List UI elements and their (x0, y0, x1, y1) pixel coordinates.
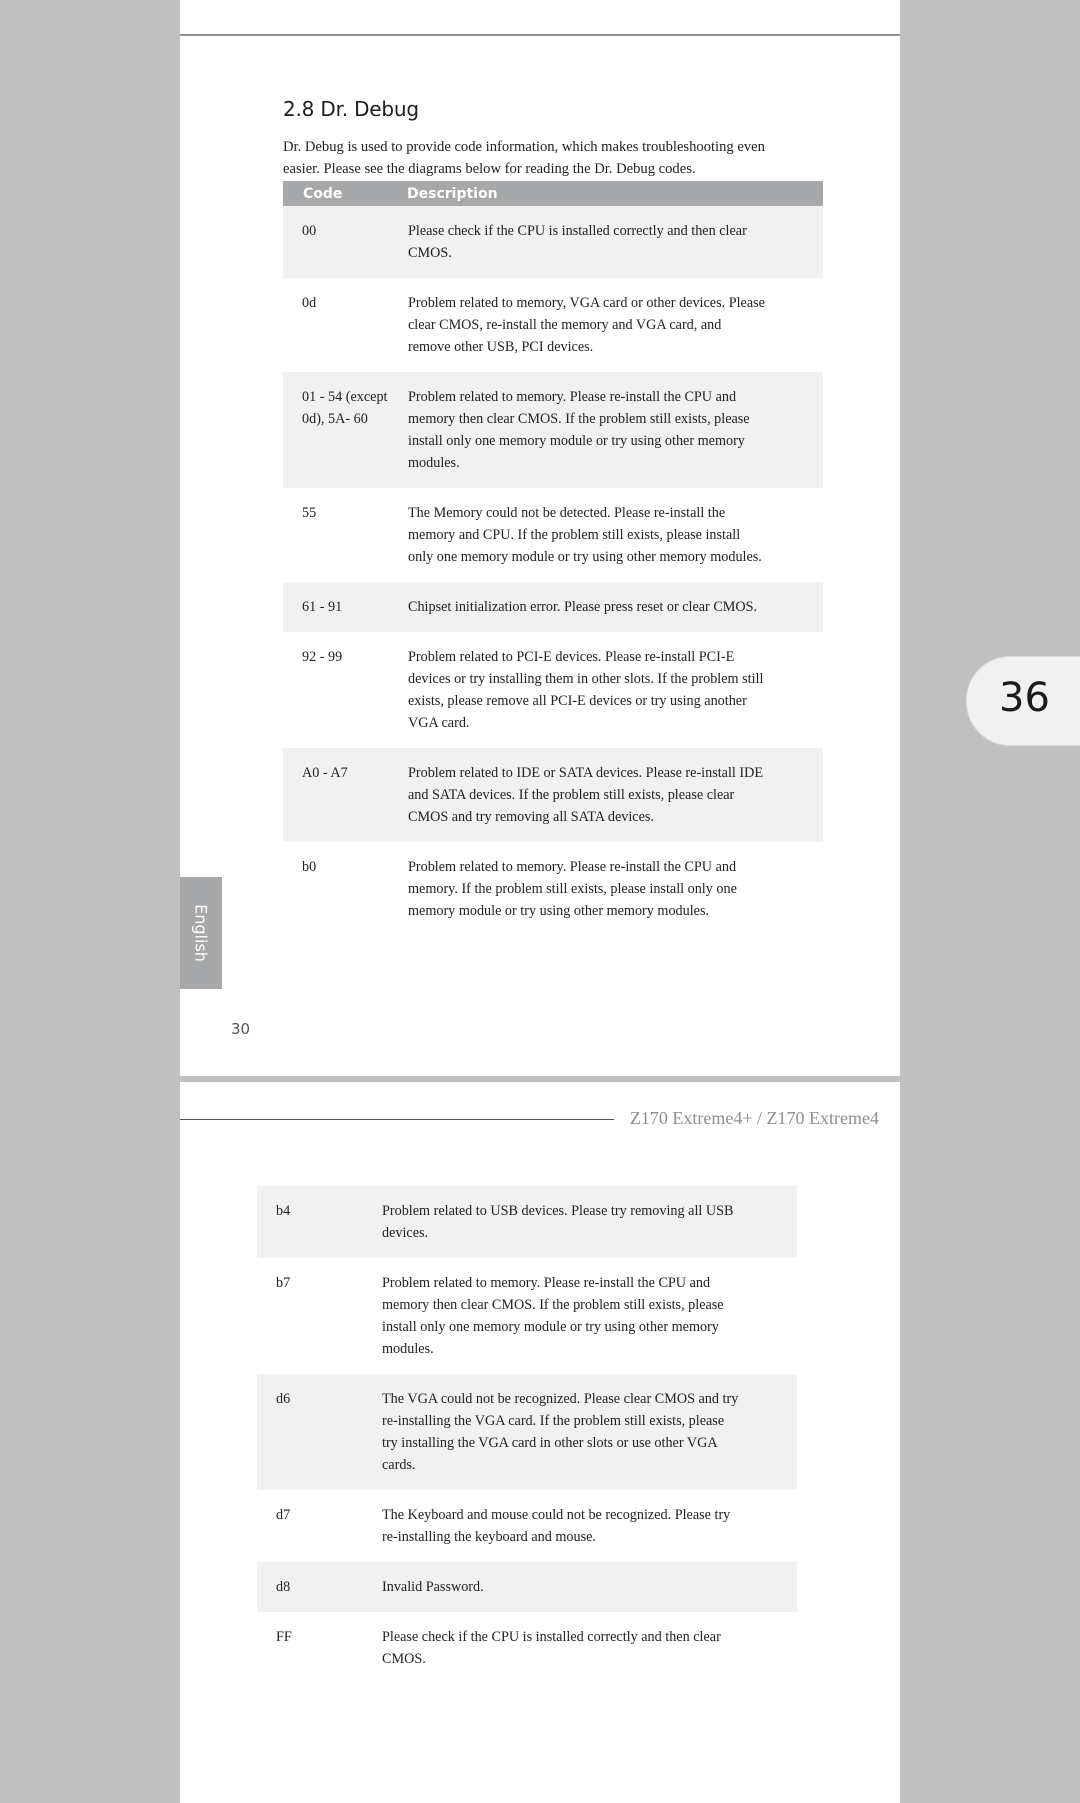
page-indicator-number: 36 (999, 675, 1050, 721)
table-row (283, 488, 823, 582)
description-cell: Problem related to PCI-E devices. Please re-install PCI-E devices or try installing them in other slots. If the problem still exists, please remove all PCI-E devices or try using another VGA card. (408, 649, 764, 731)
description-column-header: Description (407, 181, 823, 206)
table-row (257, 1612, 797, 1684)
debug-code-table-continued (257, 1186, 797, 1684)
code-cell: FF (276, 1629, 292, 1645)
table-row (283, 372, 823, 488)
description-cell: Chipset initialization error. Please press reset or clear CMOS. (407, 582, 823, 632)
code-cell: 92 - 99 (302, 649, 343, 665)
code-cell: d7 (276, 1507, 291, 1523)
table-row (283, 748, 823, 842)
description-cell: Please check if the CPU is installed correctly and then clear CMOS. (407, 206, 823, 278)
code-cell: 00 (283, 206, 407, 278)
description-cell: Problem related to memory, VGA card or other devices. Please clear CMOS, re-install the memory and VGA card, and remove other USB, PCI devices. (408, 295, 765, 355)
table-row (257, 1562, 797, 1612)
table-row (283, 632, 823, 748)
running-header-title: Z170 Extreme4+ / Z170 Extreme4 (629, 1108, 879, 1128)
description-cell: Problem related to IDE or SATA devices. Please re-install IDE and SATA devices. If the problem still exists, please clear CMOS and try removing all SATA devices. (407, 748, 823, 842)
description-cell: Problem related to memory. Please re-install the CPU and memory then clear CMOS. If the problem still exists, please install only one memory module or try using other memory modules. (407, 372, 823, 488)
description-cell: Problem related to USB devices. Please try removing all USB devices. (381, 1186, 797, 1258)
document-page-2 (180, 1082, 900, 1803)
language-tab-label: English (191, 904, 211, 962)
table-row (257, 1490, 797, 1562)
debug-code-table (283, 181, 823, 936)
document-page-1 (180, 0, 900, 1076)
code-cell: 0d (302, 295, 317, 311)
intro-paragraph: Dr. Debug is used to provide code information, which makes troubleshooting even easier. Please see the diagrams below for reading the Dr. Debug codes. (283, 139, 765, 177)
description-cell: The Memory could not be detected. Please re-install the memory and CPU. If the problem still exists, please install only one memory module or try using other memory modules. (408, 505, 762, 565)
code-cell: b7 (276, 1275, 291, 1291)
code-cell: 61 - 91 (283, 582, 407, 632)
table-row (257, 1186, 797, 1258)
table-header-row (283, 181, 823, 206)
description-cell: The Keyboard and mouse could not be recognized. Please try re-installing the keyboard and mouse. (382, 1507, 731, 1545)
language-tab (180, 877, 222, 989)
table-row (257, 1374, 797, 1490)
code-cell: 01 - 54 (except 0d), 5A- 60 (283, 372, 407, 488)
code-cell: d6 (257, 1374, 381, 1490)
code-cell: b4 (257, 1186, 381, 1258)
code-cell: 55 (302, 505, 317, 521)
table-row (257, 1258, 797, 1374)
code-cell: A0 - A7 (283, 748, 407, 842)
table-row (283, 278, 823, 372)
description-cell: Problem related to memory. Please re-install the CPU and memory then clear CMOS. If the problem still exists, please install only one memory module or try using other memory modules. (382, 1275, 724, 1357)
table-row (283, 582, 823, 632)
code-cell: d8 (257, 1562, 381, 1612)
section-title: 2.8 Dr. Debug (283, 97, 419, 121)
header-rule (180, 1119, 614, 1120)
code-cell: b0 (302, 859, 317, 875)
table-row (283, 206, 823, 278)
table-row (283, 842, 823, 936)
code-column-header: Code (283, 181, 407, 206)
page-indicator-badge[interactable] (966, 656, 1080, 746)
top-rule (180, 34, 900, 36)
description-cell: Invalid Password. (381, 1562, 797, 1612)
page-number: 30 (231, 1020, 251, 1038)
description-cell: The VGA could not be recognized. Please clear CMOS and try re-installing the VGA card. If the problem still exists, please try installing the VGA card in other slots or use other VGA cards. (381, 1374, 797, 1490)
description-cell: Problem related to memory. Please re-install the CPU and memory. If the problem still exists, please install only one memory module or try using other memory modules. (408, 859, 737, 919)
description-cell: Please check if the CPU is installed correctly and then clear CMOS. (382, 1629, 721, 1667)
